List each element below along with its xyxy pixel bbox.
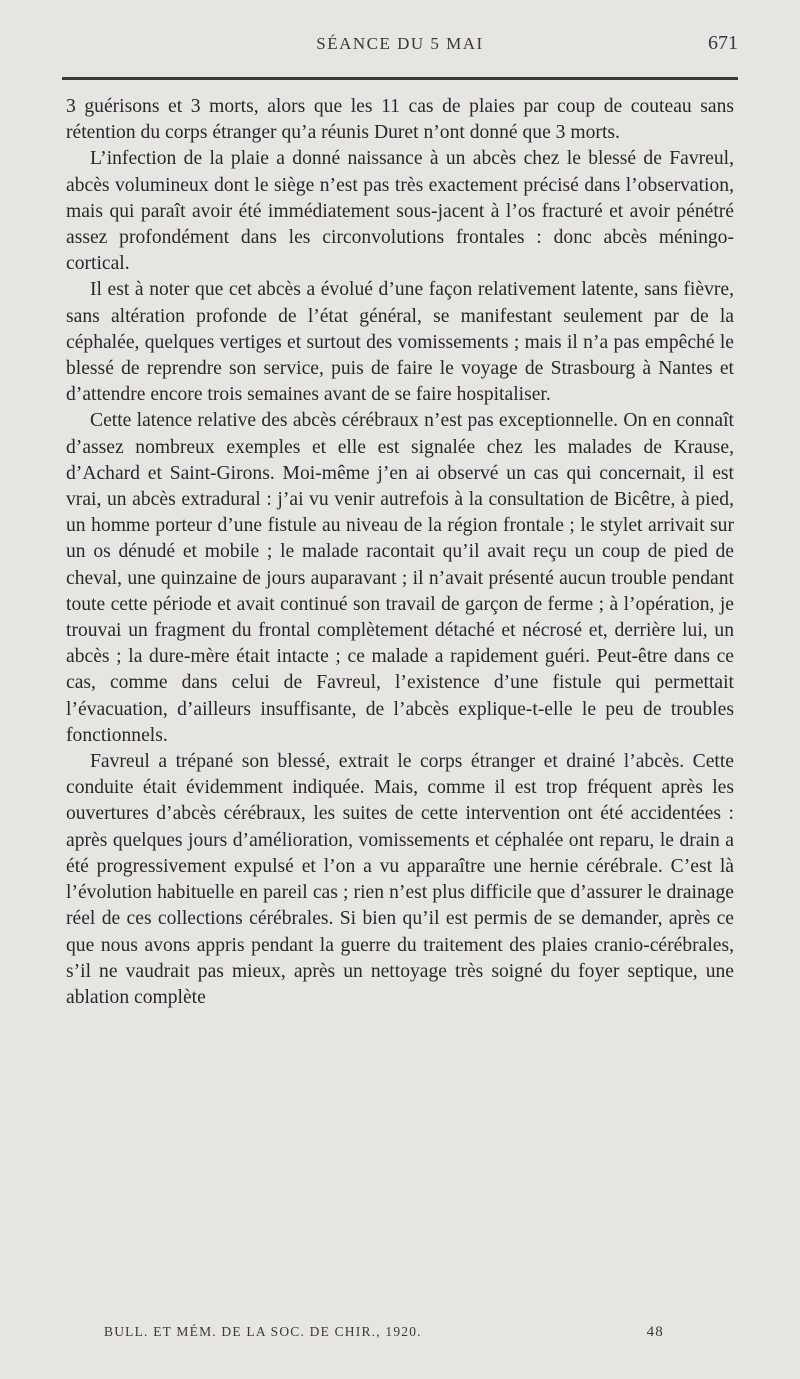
running-title: SÉANCE DU 5 MAI [316, 34, 484, 53]
paragraph: 3 guérisons et 3 morts, alors que les 11 cas de plaies par coup de couteau sans rétention du corps étranger qu’a réunis Duret n’ont donné que 3 morts. [66, 96, 734, 144]
footer-citation: BULL. ET MÉM. DE LA SOC. DE CHIR., 1920. [104, 1324, 422, 1339]
header-rule [62, 77, 738, 80]
page-header [62, 34, 738, 64]
paragraph: Favreul a trépané son blessé, extrait le corps étranger et drainé l’abcès. Cette conduite était évidemment indiquée. Mais, comme il est trop fréquent après les ouvertures d’abcès cérébraux, les suites de cette intervention ont été accidentées : après quelques jours d’amélioration, vomissements et céphalée ont reparu, le drain a été progressivement expulsé et l’on a vu apparaître une hernie cérébrale. C’est là l’évolution habituelle en pareil cas ; rien n’est plus difficile que d’assurer le drainage réel de ces collections cérébrales. Si bien qu’il est permis de se demander, après ce que nous avons appris pendant la guerre du traitement des plaies cranio-cérébrales, s’il ne vaudrait pas mieux, après un nettoyage très soigné du foyer septique, une ablation complète [66, 751, 734, 1008]
page-number: 671 [708, 32, 738, 54]
body-text [66, 94, 734, 1011]
page-footer [104, 1324, 664, 1346]
paragraph: L’infection de la plaie a donné naissance à un abcès chez le blessé de Favreul, abcès volumineux dont le siège n’est pas très exactement précisé dans l’observation, mais qui paraît avoir été immédiatement sous-jacent à l’os fracturé et avoir pénétré assez profondément dans les circonvolutions frontales : donc abcès méningo-cortical. [66, 148, 734, 275]
paragraph: Il est à noter que cet abcès a évolué d’une façon relativement latente, sans fièvre, sans altération profonde de l’état général, se manifestant seulement par de la céphalée, quelques vertiges et surtout des vomissements ; mais il n’a pas empêché le blessé de reprendre son service, puis de faire le voyage de Strasbourg à Nantes et d’attendre encore trois semaines avant de se faire hospitaliser. [66, 279, 734, 406]
paragraph: Cette latence relative des abcès cérébraux n’est pas exceptionnelle. On en connaît d’assez nombreux exemples et elle est signalée chez les malades de Krause, d’Achard et Saint-Girons. Moi-même j’en ai observé un cas qui concernait, il est vrai, un abcès extradural : j’ai vu venir autrefois à la consultation de Bicêtre, à pied, un homme porteur d’une fistule au niveau de la région frontale ; le stylet arrivait sur un os dénudé et mobile ; le malade racontait qu’il avait reçu un coup de pied de cheval, une quinzaine de jours auparavant ; il n’avait présenté aucun trouble pendant toute cette période et avait continué son travail de garçon de ferme ; à l’opération, je trouvai un fragment du frontal complètement détaché et nécrosé et, derrière lui, un abcès ; la dure-mère était intacte ; ce malade a rapidement guéri. Peut-être dans ce cas, comme dans celui de Favreul, l’existence d’une fistule qui permettait l’évacuation, d’ailleurs insuffisante, de l’abcès explique-t-elle le peu de troubles fonctionnels. [66, 410, 734, 746]
footer-signature: 48 [646, 1324, 664, 1340]
